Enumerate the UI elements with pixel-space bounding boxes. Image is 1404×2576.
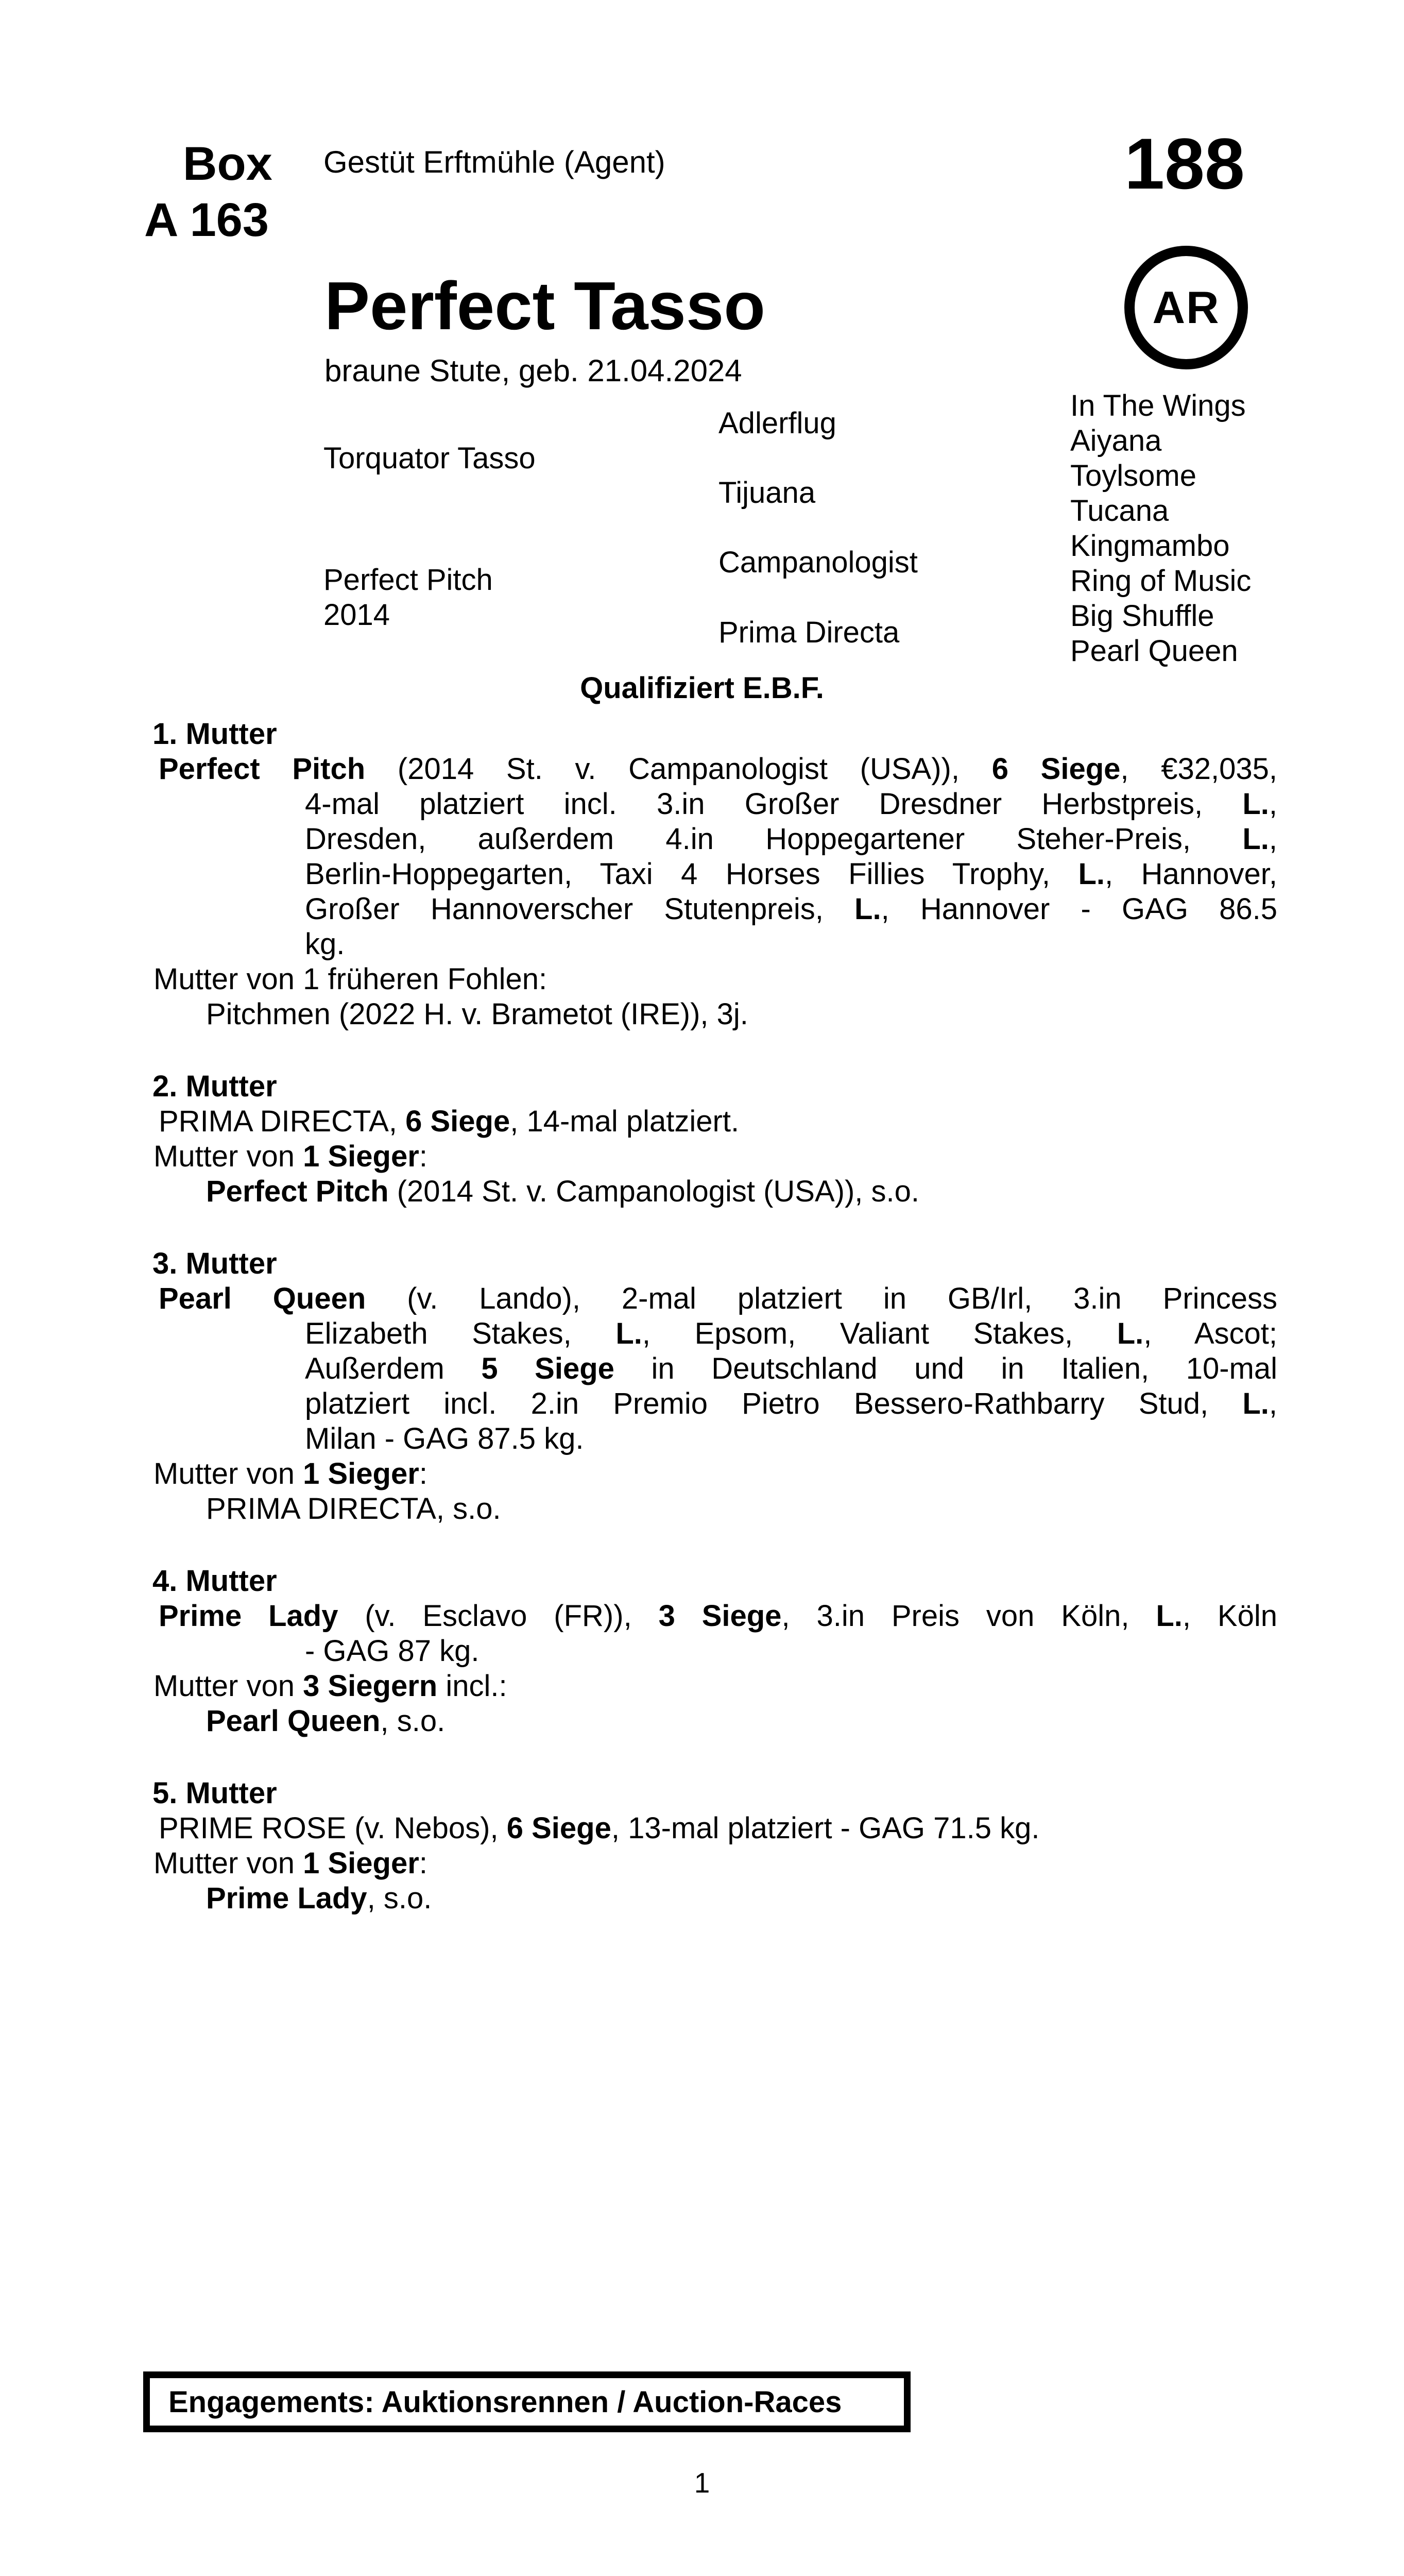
text-run: Mutter von (153, 1846, 303, 1880)
text-run: Berlin-Hoppegarten, Taxi 4 Horses Fillies Trophy, (305, 857, 1078, 891)
bold-text-run: Prime Lady (159, 1599, 338, 1633)
text-run: PRIMA DIRECTA, (159, 1105, 406, 1138)
section-heading: 3. Mutter (152, 1247, 277, 1280)
section-line (149, 1139, 1277, 1174)
bold-text-run: Pearl Queen (206, 1704, 381, 1738)
pedigree-dam: Perfect Pitch (323, 563, 493, 597)
pedigree-gen3-item: Aiyana (1070, 424, 1162, 457)
pedigree-gen3-item: Kingmambo (1070, 529, 1230, 563)
family-section (149, 1069, 1277, 1209)
section-line (149, 1846, 1277, 1881)
bold-text-run: L. (1242, 822, 1269, 856)
text-run: Pitchmen (2022 H. v. Brametot (IRE)), 3j. (206, 997, 748, 1031)
family-section (149, 1564, 1277, 1739)
bold-text-run: Pearl Queen (159, 1282, 366, 1315)
text-run: , Hannover - GAG 86.5 (881, 892, 1278, 926)
text-run: (2014 St. v. Campanologist (USA)), s.o. (388, 1175, 920, 1208)
family-sections (149, 717, 1277, 1953)
bold-text-run: L. (1078, 857, 1105, 891)
section-line (149, 962, 1277, 997)
ar-badge-label: AR (1152, 282, 1220, 333)
section-line (149, 997, 1277, 1032)
bold-text-run: 1 Sieger (303, 1140, 419, 1173)
section-line (149, 1351, 1277, 1386)
section-line (149, 787, 1277, 822)
text-run: : (419, 1140, 427, 1173)
text-run: Milan - GAG 87.5 kg. (305, 1422, 584, 1455)
bold-text-run: L. (1156, 1599, 1183, 1633)
text-run: Elizabeth Stakes, (305, 1317, 616, 1350)
bold-text-run: L. (1242, 787, 1269, 821)
text-run: Dresden, außerdem 4.in Hoppegartener Steher-Preis, (305, 822, 1243, 856)
bold-text-run: L. (854, 892, 881, 926)
pedigree-dam-year: 2014 (323, 598, 390, 632)
text-run: , 13-mal platziert - GAG 71.5 kg. (611, 1811, 1040, 1845)
bold-text-run: Perfect Pitch (206, 1175, 389, 1208)
section-line (149, 1421, 1277, 1456)
section-line (149, 1104, 1277, 1139)
pedigree-gen3-item: Pearl Queen (1070, 634, 1238, 668)
bold-text-run: 1 Sieger (303, 1457, 419, 1490)
section-line (149, 857, 1277, 892)
section-line (149, 1634, 1277, 1669)
text-run: Außerdem (305, 1352, 482, 1385)
bold-text-run: 5 Siege (481, 1352, 614, 1385)
text-run: , Ascot; (1143, 1317, 1278, 1350)
text-run: 4-mal platziert incl. 3.in Großer Dresdner Herbstpreis, (305, 787, 1243, 821)
text-run: , Hannover, (1104, 857, 1277, 891)
bold-text-run: 6 Siege (405, 1105, 510, 1138)
box-number: A 163 (144, 194, 269, 246)
text-run: kg. (305, 927, 345, 961)
bold-text-run: 6 Siege (991, 752, 1121, 786)
section-line (149, 1281, 1277, 1316)
text-run: PRIMA DIRECTA, s.o. (206, 1492, 501, 1526)
text-run: PRIME ROSE (v. Nebos), (159, 1811, 507, 1845)
text-run: incl.: (437, 1669, 507, 1703)
section-line (149, 1174, 1277, 1209)
text-run: : (419, 1846, 427, 1880)
text-run: Mutter von (153, 1669, 303, 1703)
section-line (149, 1456, 1277, 1492)
family-section (149, 717, 1277, 1032)
pedigree-gen3-item: Toylsome (1070, 459, 1196, 493)
section-line (149, 1492, 1277, 1527)
bold-text-run: Prime Lady (206, 1882, 367, 1915)
lot-number: 188 (1124, 123, 1245, 204)
text-run: Großer Hannoverscher Stutenpreis, (305, 892, 855, 926)
bold-text-run: 6 Siege (506, 1811, 611, 1845)
section-line (149, 927, 1277, 962)
section-line (149, 1704, 1277, 1739)
bold-text-run: 3 Siegern (303, 1669, 438, 1703)
consignor-name: Gestüt Erftmühle (Agent) (323, 145, 665, 179)
section-heading: 5. Mutter (152, 1776, 277, 1810)
engagements-label: Engagements: Auktionsrennen / Auction-Races (168, 2385, 842, 2419)
text-run: , (1269, 822, 1277, 856)
bold-text-run: L. (615, 1317, 642, 1350)
engagements-box (143, 2371, 911, 2432)
section-heading: 1. Mutter (152, 717, 277, 751)
section-line (149, 1669, 1277, 1704)
text-run: in Deutschland und in Italien, 10-mal (614, 1352, 1277, 1385)
bold-text-run: L. (1242, 1387, 1269, 1420)
pedigree-gen2-item: Prima Directa (718, 616, 900, 649)
section-line (149, 822, 1277, 857)
family-section (149, 1246, 1277, 1527)
text-run: (v. Esclavo (FR)), (338, 1599, 659, 1633)
pedigree-gen3-item: In The Wings (1070, 389, 1246, 422)
pedigree-gen3-item: Tucana (1070, 494, 1169, 528)
pedigree-gen2-item: Tijuana (718, 476, 816, 510)
text-run: - GAG 87 kg. (305, 1634, 480, 1668)
pedigree-gen2-item: Campanologist (718, 546, 918, 579)
section-line (149, 1599, 1277, 1634)
text-run: , s.o. (367, 1882, 432, 1915)
section-line (149, 1386, 1277, 1421)
qualification-note: Qualifiziert E.B.F. (580, 671, 824, 705)
text-run: Mutter von (153, 1457, 303, 1490)
pedigree-gen3-item: Big Shuffle (1070, 599, 1214, 633)
text-run: (v. Lando), 2-mal platziert in GB/Irl, 3.in Princess (366, 1282, 1278, 1315)
text-run: , 3.in Preis von Köln, (781, 1599, 1156, 1633)
ar-badge (1124, 246, 1248, 369)
pedigree-sire: Torquator Tasso (323, 442, 536, 475)
text-run: , s.o. (380, 1704, 446, 1738)
page-number: 1 (694, 2467, 710, 2499)
section-line (149, 752, 1277, 787)
text-run: platziert incl. 2.in Premio Pietro Bessero-Rathbarry Stud, (305, 1387, 1243, 1420)
section-line (149, 1316, 1277, 1351)
family-section (149, 1776, 1277, 1916)
bold-text-run: L. (1117, 1317, 1144, 1350)
text-run: , Köln (1182, 1599, 1277, 1633)
section-line (149, 1881, 1277, 1916)
text-run: : (419, 1457, 427, 1490)
box-label: Box (183, 138, 272, 190)
pedigree-gen3-item: Ring of Music (1070, 564, 1252, 598)
section-heading: 4. Mutter (152, 1564, 277, 1598)
bold-text-run: Perfect Pitch (159, 752, 366, 786)
bold-text-run: 1 Sieger (303, 1846, 419, 1880)
text-run: , Epsom, Valiant Stakes, (642, 1317, 1117, 1350)
text-run: , €32,035, (1120, 752, 1277, 786)
text-run: , (1269, 1387, 1277, 1420)
text-run: (2014 St. v. Campanologist (USA)), (365, 752, 992, 786)
section-line (149, 892, 1277, 927)
section-heading: 2. Mutter (152, 1070, 277, 1103)
bold-text-run: 3 Siege (658, 1599, 782, 1633)
horse-name: Perfect Tasso (324, 268, 765, 344)
text-run: Mutter von (153, 1140, 303, 1173)
pedigree-gen2-item: Adlerflug (718, 406, 836, 440)
horse-details: braune Stute, geb. 21.04.2024 (324, 353, 742, 388)
section-line (149, 1811, 1277, 1846)
text-run: , 14-mal platziert. (510, 1105, 740, 1138)
text-run: , (1269, 787, 1277, 821)
text-run: Mutter von 1 früheren Fohlen: (153, 962, 547, 996)
pedigree-gen3-column (1070, 388, 1251, 669)
